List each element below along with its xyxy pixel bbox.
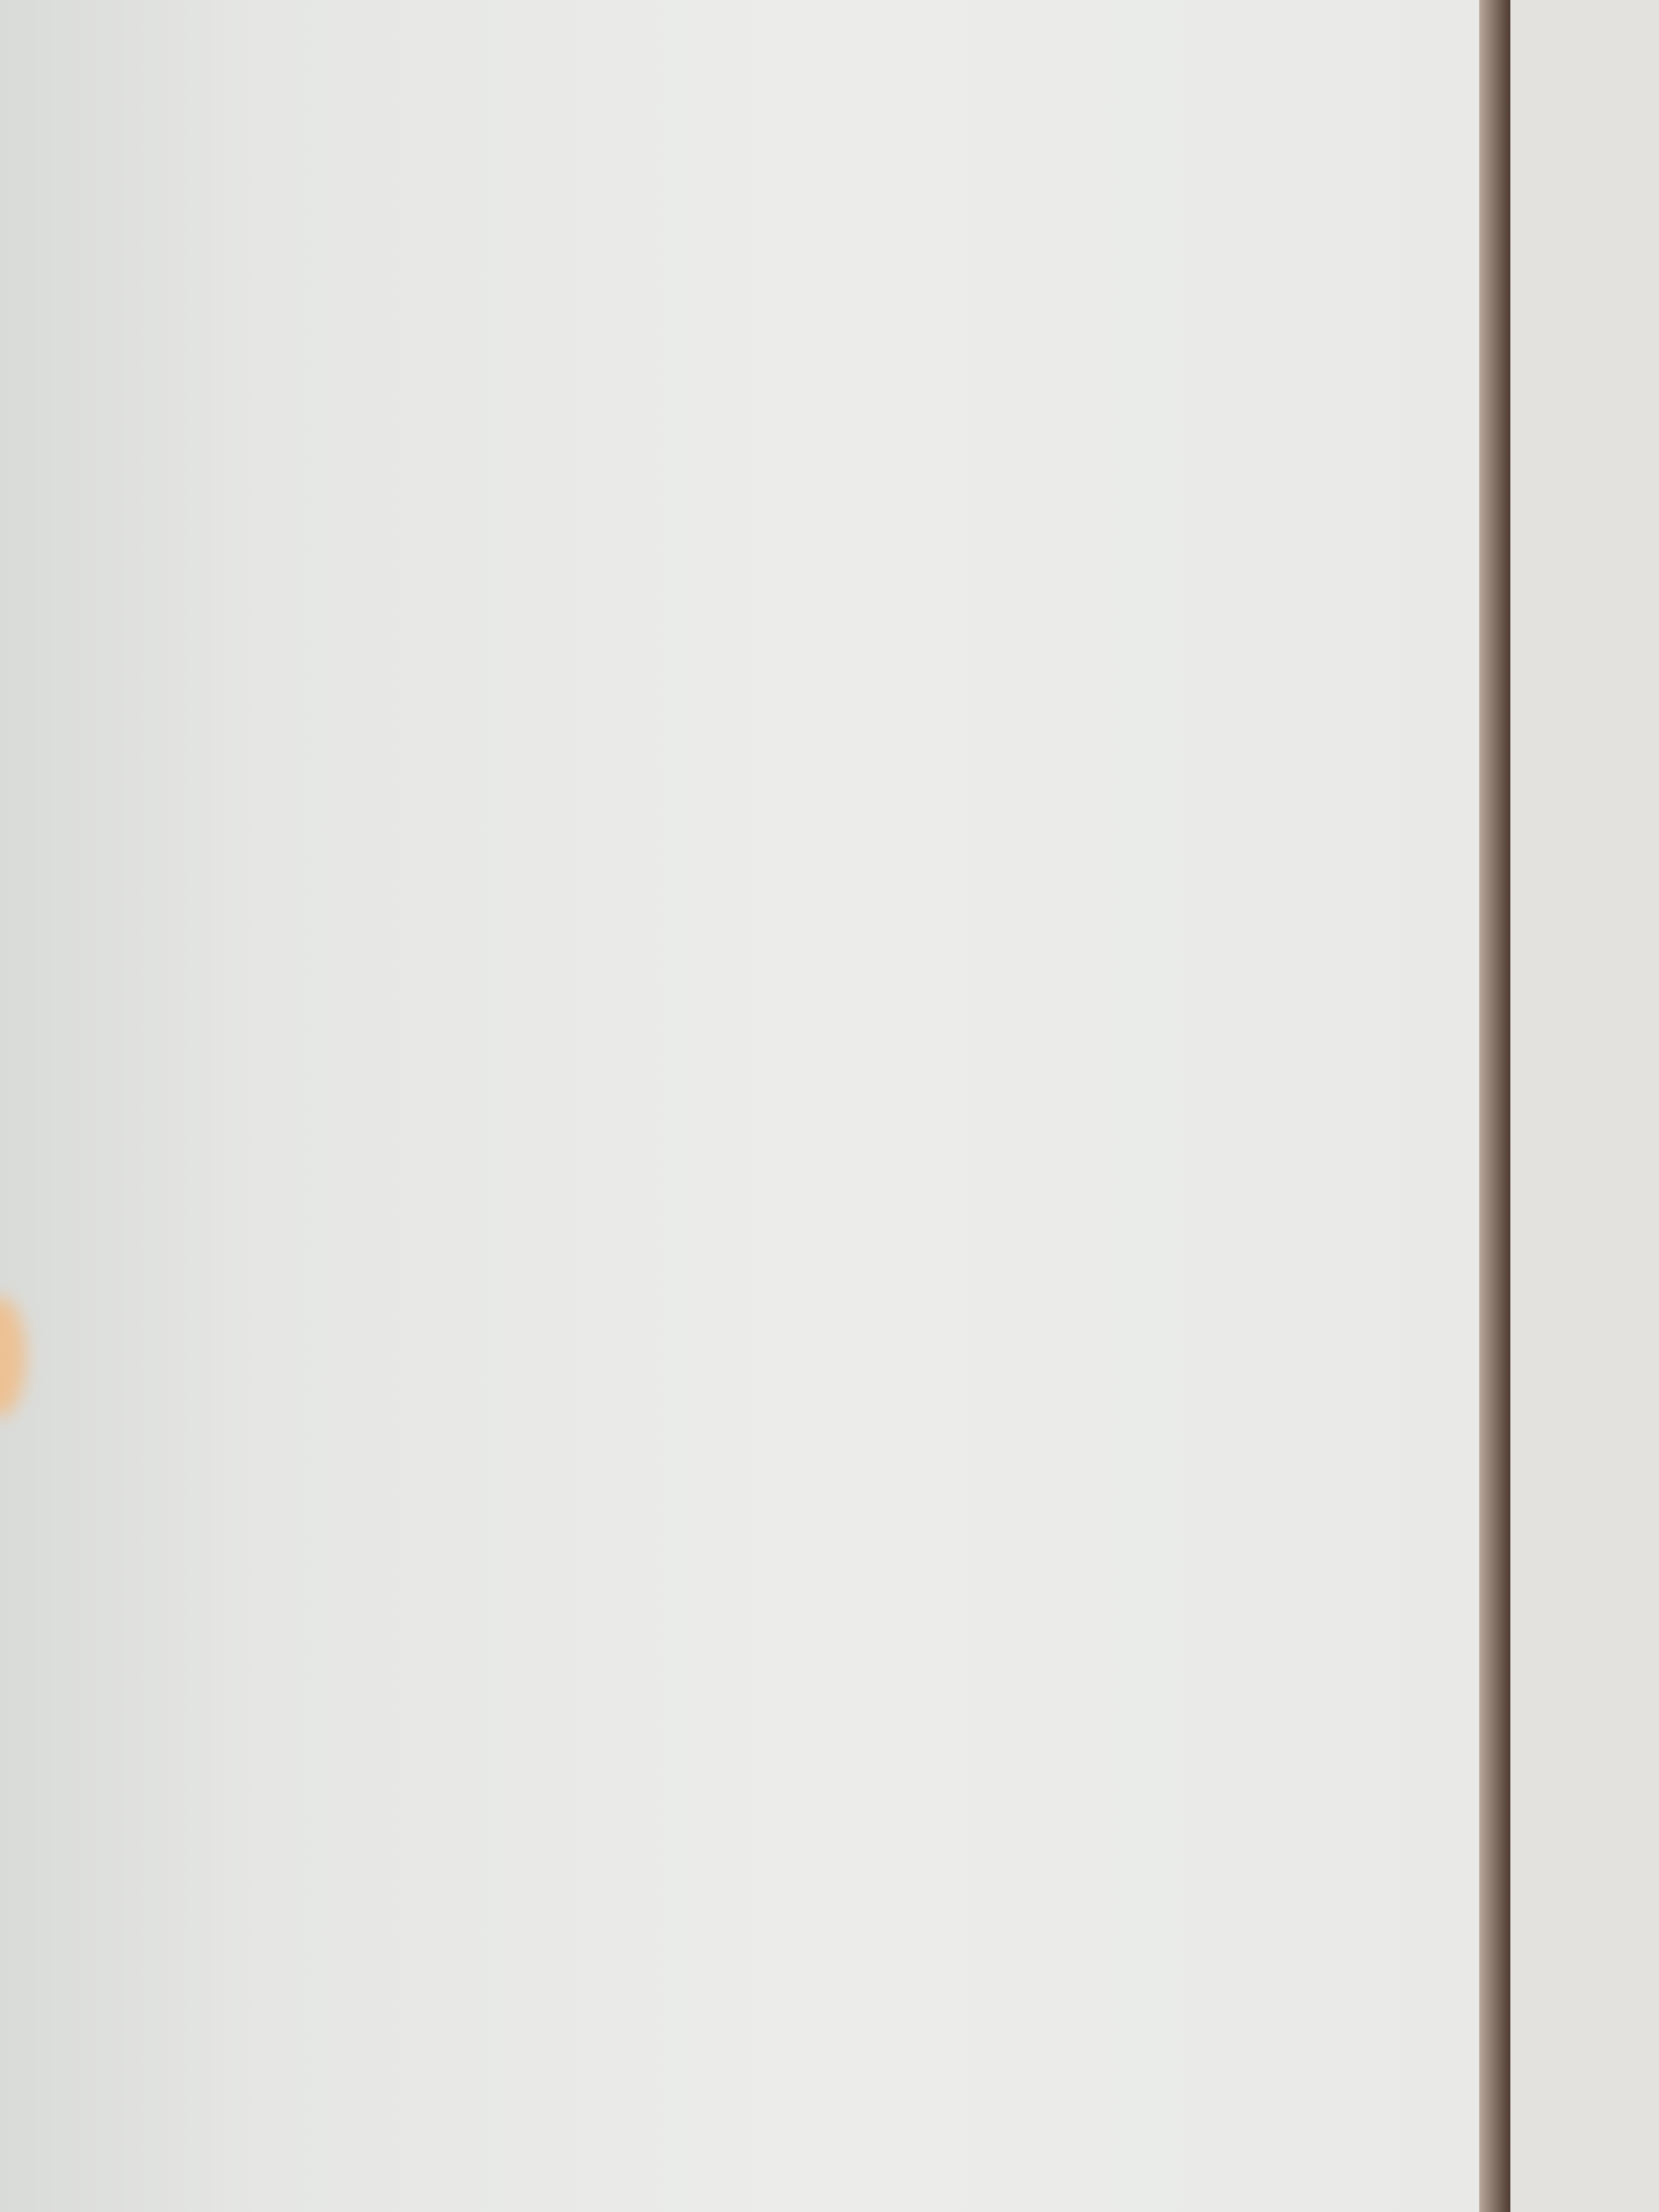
book-spine: [1479, 0, 1510, 2212]
page-edge: [1510, 0, 1659, 2212]
light-glare: [0, 1296, 26, 1417]
